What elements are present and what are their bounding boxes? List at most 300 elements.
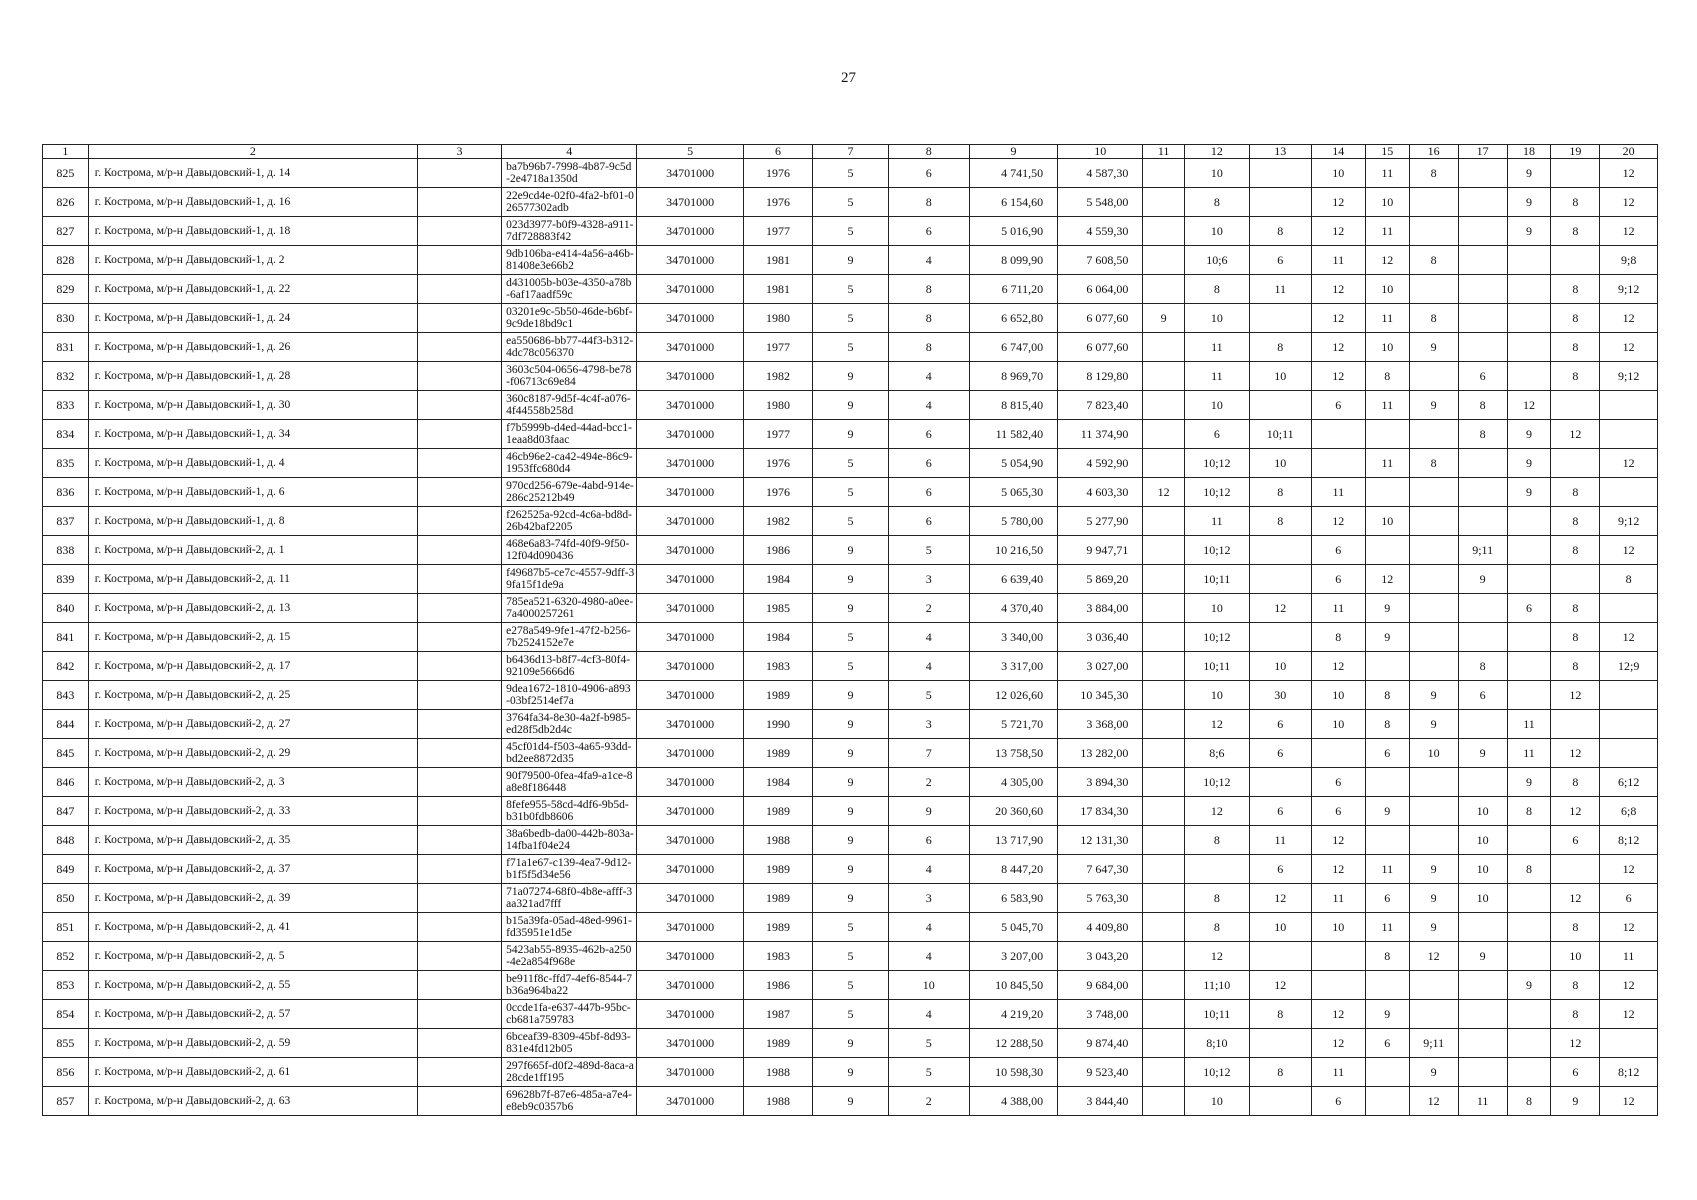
cell-col-17: 9;11	[1458, 536, 1507, 565]
cell-col-13	[1249, 1029, 1311, 1058]
cell-oktmo: 34701000	[637, 246, 744, 275]
cell-col-11	[1143, 536, 1185, 565]
cell-col-11	[1143, 1058, 1185, 1087]
cell-col-20: 12	[1600, 159, 1658, 188]
cell-col-12: 8	[1184, 913, 1249, 942]
cell-living-area: 5 869,20	[1058, 565, 1143, 594]
cell-floors: 9	[813, 594, 889, 623]
cell-col-17: 11	[1458, 1087, 1507, 1116]
cell-entrances: 4	[888, 942, 969, 971]
cell-col-16: 12	[1409, 942, 1458, 971]
cell-floors: 9	[813, 536, 889, 565]
cell-col-15: 11	[1365, 304, 1409, 333]
cell-living-area: 3 043,20	[1058, 942, 1143, 971]
cell-col-13	[1249, 768, 1311, 797]
table-row	[43, 507, 1658, 536]
cell-floors: 9	[813, 681, 889, 710]
cell-col-17: 6	[1458, 681, 1507, 710]
cell-build-year: 1989	[743, 913, 812, 942]
cell-col-3	[417, 1087, 501, 1116]
cell-col-20: 12	[1600, 855, 1658, 884]
cell-col-17	[1458, 1000, 1507, 1029]
cell-floors: 9	[813, 826, 889, 855]
cell-col-14: 11	[1311, 884, 1365, 913]
cell-address: г. Кострома, м/р-н Давыдовский-2, д. 15	[88, 623, 417, 652]
cell-col-12: 10;12	[1184, 536, 1249, 565]
cell-floors: 9	[813, 855, 889, 884]
cell-col-15: 9	[1365, 623, 1409, 652]
cell-col-18	[1507, 507, 1551, 536]
cell-col-14: 6	[1311, 536, 1365, 565]
cell-col-20	[1600, 739, 1658, 768]
table-row	[43, 1000, 1658, 1029]
cell-living-area: 4 592,90	[1058, 449, 1143, 478]
cell-col-15: 11	[1365, 855, 1409, 884]
cell-living-area: 3 368,00	[1058, 710, 1143, 739]
cell-total-area: 13 717,90	[969, 826, 1057, 855]
cell-col-19: 9	[1551, 1087, 1600, 1116]
cell-entrances: 8	[888, 333, 969, 362]
column-header-5: 5	[637, 145, 744, 159]
cell-col-12: 10;12	[1184, 1058, 1249, 1087]
cell-col-19: 8	[1551, 1000, 1600, 1029]
table-row	[43, 391, 1658, 420]
cell-col-13: 12	[1249, 884, 1311, 913]
cell-col-12: 10	[1184, 391, 1249, 420]
cell-entrances: 5	[888, 1058, 969, 1087]
cell-entrances: 10	[888, 971, 969, 1000]
cell-address: г. Кострома, м/р-н Давыдовский-1, д. 14	[88, 159, 417, 188]
cell-col-16	[1409, 826, 1458, 855]
cell-col-11	[1143, 797, 1185, 826]
cell-living-area: 6 077,60	[1058, 333, 1143, 362]
cell-col-16: 9	[1409, 391, 1458, 420]
cell-living-area: 3 027,00	[1058, 652, 1143, 681]
cell-floors: 9	[813, 565, 889, 594]
cell-col-20: 9;8	[1600, 246, 1658, 275]
cell-row-number: 827	[43, 217, 89, 246]
cell-col-15: 11	[1365, 449, 1409, 478]
table-row	[43, 971, 1658, 1000]
cell-oktmo: 34701000	[637, 391, 744, 420]
cell-floors: 5	[813, 449, 889, 478]
cell-total-area: 5 780,00	[969, 507, 1057, 536]
cell-col-11	[1143, 217, 1185, 246]
cell-row-number: 844	[43, 710, 89, 739]
cell-oktmo: 34701000	[637, 1058, 744, 1087]
cell-entrances: 6	[888, 159, 969, 188]
cell-total-area: 5 721,70	[969, 710, 1057, 739]
cell-floors: 9	[813, 246, 889, 275]
cell-floors: 9	[813, 739, 889, 768]
table-row	[43, 1087, 1658, 1116]
table-row	[43, 1029, 1658, 1058]
cell-col-12: 8;10	[1184, 1029, 1249, 1058]
cell-col-18: 9	[1507, 420, 1551, 449]
table-row	[43, 710, 1658, 739]
cell-row-number: 853	[43, 971, 89, 1000]
cell-oktmo: 34701000	[637, 362, 744, 391]
cell-col-18	[1507, 304, 1551, 333]
cell-row-number: 833	[43, 391, 89, 420]
cell-col-17	[1458, 971, 1507, 1000]
cell-fias-guid: 9db106ba-e414-4a56-a46b-81408e3e66b2	[502, 246, 637, 275]
cell-fias-guid: 297f665f-d0f2-489d-8aca-a28cde1ff195	[502, 1058, 637, 1087]
cell-col-15: 6	[1365, 739, 1409, 768]
cell-col-13: 6	[1249, 855, 1311, 884]
cell-entrances: 6	[888, 217, 969, 246]
cell-total-area: 10 598,30	[969, 1058, 1057, 1087]
cell-col-17: 8	[1458, 420, 1507, 449]
cell-row-number: 852	[43, 942, 89, 971]
cell-row-number: 834	[43, 420, 89, 449]
cell-col-19: 12	[1551, 420, 1600, 449]
cell-row-number: 845	[43, 739, 89, 768]
cell-col-14	[1311, 942, 1365, 971]
cell-oktmo: 34701000	[637, 884, 744, 913]
cell-col-15: 8	[1365, 942, 1409, 971]
cell-living-area: 3 844,40	[1058, 1087, 1143, 1116]
cell-row-number: 835	[43, 449, 89, 478]
cell-col-20: 9;12	[1600, 507, 1658, 536]
table-row	[43, 884, 1658, 913]
cell-col-15: 9	[1365, 797, 1409, 826]
column-header-18: 18	[1507, 145, 1551, 159]
cell-col-12: 8;6	[1184, 739, 1249, 768]
cell-col-15	[1365, 536, 1409, 565]
cell-col-13: 6	[1249, 797, 1311, 826]
cell-total-area: 5 045,70	[969, 913, 1057, 942]
cell-col-14: 10	[1311, 159, 1365, 188]
cell-col-11	[1143, 1087, 1185, 1116]
cell-address: г. Кострома, м/р-н Давыдовский-1, д. 18	[88, 217, 417, 246]
table-row	[43, 159, 1658, 188]
cell-row-number: 825	[43, 159, 89, 188]
table-row	[43, 942, 1658, 971]
cell-col-13: 6	[1249, 739, 1311, 768]
cell-col-13	[1249, 536, 1311, 565]
cell-col-18	[1507, 362, 1551, 391]
cell-oktmo: 34701000	[637, 1000, 744, 1029]
column-header-1: 1	[43, 145, 89, 159]
cell-col-20: 9;12	[1600, 362, 1658, 391]
cell-row-number: 843	[43, 681, 89, 710]
cell-row-number: 829	[43, 275, 89, 304]
cell-total-area: 13 758,50	[969, 739, 1057, 768]
cell-col-17: 10	[1458, 884, 1507, 913]
cell-col-20: 12	[1600, 449, 1658, 478]
cell-col-12: 10	[1184, 217, 1249, 246]
cell-col-11: 9	[1143, 304, 1185, 333]
cell-col-18	[1507, 565, 1551, 594]
cell-col-17: 8	[1458, 652, 1507, 681]
cell-col-12: 10;11	[1184, 652, 1249, 681]
cell-col-11	[1143, 652, 1185, 681]
cell-col-12: 10	[1184, 594, 1249, 623]
housing-registry-table	[42, 144, 1658, 1116]
table-row	[43, 333, 1658, 362]
table-row	[43, 594, 1658, 623]
table-row	[43, 449, 1658, 478]
column-header-6: 6	[743, 145, 812, 159]
table-row	[43, 362, 1658, 391]
cell-col-3	[417, 623, 501, 652]
cell-col-3	[417, 768, 501, 797]
cell-col-19: 8	[1551, 594, 1600, 623]
cell-col-11	[1143, 971, 1185, 1000]
cell-total-area: 12 288,50	[969, 1029, 1057, 1058]
cell-col-18: 9	[1507, 217, 1551, 246]
cell-col-19: 8	[1551, 275, 1600, 304]
cell-row-number: 851	[43, 913, 89, 942]
cell-address: г. Кострома, м/р-н Давыдовский-2, д. 33	[88, 797, 417, 826]
cell-col-11	[1143, 768, 1185, 797]
cell-build-year: 1984	[743, 565, 812, 594]
cell-build-year: 1988	[743, 1087, 812, 1116]
cell-total-area: 5 065,30	[969, 478, 1057, 507]
cell-build-year: 1976	[743, 478, 812, 507]
cell-entrances: 4	[888, 391, 969, 420]
cell-entrances: 5	[888, 536, 969, 565]
cell-living-area: 3 884,00	[1058, 594, 1143, 623]
cell-col-12: 12	[1184, 942, 1249, 971]
cell-address: г. Кострома, м/р-н Давыдовский-2, д. 37	[88, 855, 417, 884]
cell-col-14: 10	[1311, 710, 1365, 739]
cell-col-15	[1365, 652, 1409, 681]
cell-col-3	[417, 884, 501, 913]
cell-row-number: 828	[43, 246, 89, 275]
cell-col-19: 8	[1551, 623, 1600, 652]
cell-col-15	[1365, 478, 1409, 507]
cell-col-19	[1551, 449, 1600, 478]
cell-col-14	[1311, 449, 1365, 478]
cell-col-11	[1143, 188, 1185, 217]
cell-col-14: 12	[1311, 1029, 1365, 1058]
cell-living-area: 11 374,90	[1058, 420, 1143, 449]
cell-fias-guid: 38a6bedb-da00-442b-803a-14fba1f04e24	[502, 826, 637, 855]
column-header-10: 10	[1058, 145, 1143, 159]
cell-total-area: 3 317,00	[969, 652, 1057, 681]
cell-col-17	[1458, 275, 1507, 304]
cell-col-17: 10	[1458, 826, 1507, 855]
cell-floors: 5	[813, 217, 889, 246]
cell-address: г. Кострома, м/р-н Давыдовский-1, д. 30	[88, 391, 417, 420]
column-header-8: 8	[888, 145, 969, 159]
cell-col-16: 8	[1409, 159, 1458, 188]
cell-col-3	[417, 449, 501, 478]
cell-col-18	[1507, 623, 1551, 652]
cell-floors: 9	[813, 362, 889, 391]
cell-col-19: 8	[1551, 304, 1600, 333]
cell-address: г. Кострома, м/р-н Давыдовский-2, д. 35	[88, 826, 417, 855]
cell-floors: 9	[813, 420, 889, 449]
cell-col-12: 8	[1184, 275, 1249, 304]
cell-col-3	[417, 1029, 501, 1058]
cell-col-18	[1507, 1000, 1551, 1029]
cell-col-12: 10	[1184, 1087, 1249, 1116]
cell-col-18: 8	[1507, 1087, 1551, 1116]
cell-col-16	[1409, 217, 1458, 246]
cell-col-19: 8	[1551, 913, 1600, 942]
cell-floors: 5	[813, 159, 889, 188]
cell-col-18: 9	[1507, 159, 1551, 188]
cell-col-18	[1507, 652, 1551, 681]
cell-oktmo: 34701000	[637, 913, 744, 942]
cell-fias-guid: d431005b-b03e-4350-a78b-6af17aadf59c	[502, 275, 637, 304]
cell-col-16: 8	[1409, 304, 1458, 333]
cell-col-15	[1365, 1087, 1409, 1116]
cell-col-20	[1600, 478, 1658, 507]
cell-fias-guid: 71a07274-68f0-4b8e-afff-3aa321ad7fff	[502, 884, 637, 913]
cell-col-13: 8	[1249, 507, 1311, 536]
cell-col-12: 10;12	[1184, 449, 1249, 478]
cell-floors: 5	[813, 304, 889, 333]
cell-col-11	[1143, 449, 1185, 478]
cell-col-17	[1458, 304, 1507, 333]
cell-col-19	[1551, 855, 1600, 884]
cell-col-13: 8	[1249, 1058, 1311, 1087]
cell-col-18	[1507, 1058, 1551, 1087]
cell-col-13: 12	[1249, 971, 1311, 1000]
column-header-11: 11	[1143, 145, 1185, 159]
cell-address: г. Кострома, м/р-н Давыдовский-1, д. 26	[88, 333, 417, 362]
cell-build-year: 1989	[743, 739, 812, 768]
cell-col-17	[1458, 1058, 1507, 1087]
cell-build-year: 1988	[743, 826, 812, 855]
cell-col-15: 8	[1365, 362, 1409, 391]
cell-oktmo: 34701000	[637, 594, 744, 623]
cell-col-13: 10	[1249, 449, 1311, 478]
cell-living-area: 13 282,00	[1058, 739, 1143, 768]
cell-fias-guid: 468e6a83-74fd-40f9-9f50-12f04d090436	[502, 536, 637, 565]
cell-col-12: 10;12	[1184, 623, 1249, 652]
cell-col-11	[1143, 855, 1185, 884]
cell-col-14: 6	[1311, 1087, 1365, 1116]
cell-col-19: 6	[1551, 1058, 1600, 1087]
cell-build-year: 1976	[743, 449, 812, 478]
cell-fias-guid: 023d3977-b0f9-4328-a911-7df728883f42	[502, 217, 637, 246]
cell-fias-guid: b6436d13-b8f7-4cf3-80f4-92109e5666d6	[502, 652, 637, 681]
cell-build-year: 1987	[743, 1000, 812, 1029]
cell-col-16: 9	[1409, 710, 1458, 739]
cell-col-13	[1249, 159, 1311, 188]
cell-col-14: 11	[1311, 594, 1365, 623]
cell-col-11	[1143, 942, 1185, 971]
cell-row-number: 831	[43, 333, 89, 362]
cell-row-number: 836	[43, 478, 89, 507]
cell-row-number: 849	[43, 855, 89, 884]
cell-col-13	[1249, 391, 1311, 420]
cell-col-3	[417, 594, 501, 623]
cell-build-year: 1989	[743, 1029, 812, 1058]
cell-col-17	[1458, 188, 1507, 217]
cell-fias-guid: 8fefe955-58cd-4df6-9b5d-b31b0fdb8606	[502, 797, 637, 826]
cell-col-17	[1458, 623, 1507, 652]
cell-col-17	[1458, 333, 1507, 362]
cell-col-17: 10	[1458, 855, 1507, 884]
cell-address: г. Кострома, м/р-н Давыдовский-2, д. 27	[88, 710, 417, 739]
cell-col-19: 12	[1551, 797, 1600, 826]
cell-build-year: 1984	[743, 768, 812, 797]
cell-col-20: 6;8	[1600, 797, 1658, 826]
cell-entrances: 4	[888, 913, 969, 942]
cell-oktmo: 34701000	[637, 1087, 744, 1116]
cell-floors: 9	[813, 710, 889, 739]
cell-col-15	[1365, 420, 1409, 449]
cell-living-area: 9 947,71	[1058, 536, 1143, 565]
cell-col-19	[1551, 710, 1600, 739]
table-row	[43, 420, 1658, 449]
cell-col-20: 12	[1600, 913, 1658, 942]
column-header-20: 20	[1600, 145, 1658, 159]
cell-floors: 5	[813, 507, 889, 536]
cell-col-14: 11	[1311, 478, 1365, 507]
cell-floors: 5	[813, 478, 889, 507]
cell-col-19: 8	[1551, 536, 1600, 565]
cell-fias-guid: f262525a-92cd-4c6a-bd8d-26b42baf2205	[502, 507, 637, 536]
cell-col-3	[417, 333, 501, 362]
cell-total-area: 20 360,60	[969, 797, 1057, 826]
cell-col-19: 8	[1551, 478, 1600, 507]
cell-col-13: 6	[1249, 710, 1311, 739]
cell-col-19: 8	[1551, 768, 1600, 797]
cell-living-area: 5 763,30	[1058, 884, 1143, 913]
cell-floors: 9	[813, 1029, 889, 1058]
cell-col-13	[1249, 188, 1311, 217]
cell-col-17	[1458, 913, 1507, 942]
cell-col-13: 11	[1249, 826, 1311, 855]
cell-oktmo: 34701000	[637, 739, 744, 768]
cell-entrances: 6	[888, 478, 969, 507]
cell-col-16	[1409, 971, 1458, 1000]
cell-build-year: 1977	[743, 420, 812, 449]
cell-living-area: 4 603,30	[1058, 478, 1143, 507]
cell-build-year: 1983	[743, 942, 812, 971]
cell-col-18: 8	[1507, 797, 1551, 826]
table-row	[43, 652, 1658, 681]
cell-build-year: 1980	[743, 391, 812, 420]
cell-total-area: 6 639,40	[969, 565, 1057, 594]
cell-col-3	[417, 275, 501, 304]
cell-col-16	[1409, 594, 1458, 623]
cell-floors: 5	[813, 1000, 889, 1029]
cell-col-3	[417, 681, 501, 710]
cell-fias-guid: 03201e9c-5b50-46de-b6bf-9c9de18bd9c1	[502, 304, 637, 333]
cell-total-area: 4 305,00	[969, 768, 1057, 797]
cell-entrances: 5	[888, 1029, 969, 1058]
cell-fias-guid: 3603c504-0656-4798-be78-f06713c69e84	[502, 362, 637, 391]
cell-total-area: 10 845,50	[969, 971, 1057, 1000]
cell-col-20: 12	[1600, 1000, 1658, 1029]
cell-col-20: 12	[1600, 1087, 1658, 1116]
cell-col-11	[1143, 710, 1185, 739]
cell-entrances: 6	[888, 507, 969, 536]
cell-col-3	[417, 739, 501, 768]
cell-build-year: 1982	[743, 507, 812, 536]
cell-living-area: 5 277,90	[1058, 507, 1143, 536]
cell-floors: 5	[813, 333, 889, 362]
cell-address: г. Кострома, м/р-н Давыдовский-2, д. 41	[88, 913, 417, 942]
cell-total-area: 5 016,90	[969, 217, 1057, 246]
cell-col-17	[1458, 507, 1507, 536]
cell-col-11	[1143, 1000, 1185, 1029]
cell-col-12: 10;6	[1184, 246, 1249, 275]
cell-col-14: 12	[1311, 362, 1365, 391]
cell-col-17: 8	[1458, 391, 1507, 420]
cell-oktmo: 34701000	[637, 623, 744, 652]
cell-oktmo: 34701000	[637, 188, 744, 217]
cell-col-12: 10;11	[1184, 1000, 1249, 1029]
